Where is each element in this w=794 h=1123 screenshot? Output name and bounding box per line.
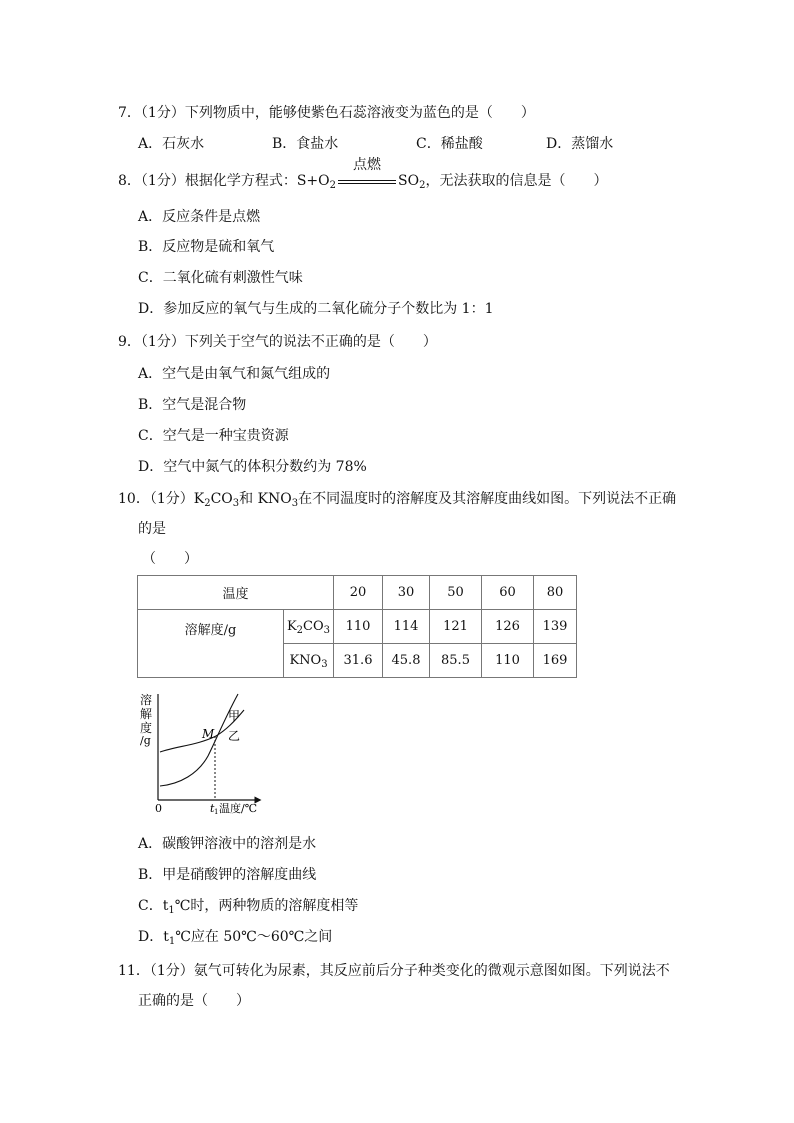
solubility-table (137, 575, 577, 678)
solubility-curve-graph (138, 690, 268, 815)
curve-label-jia: 甲 (228, 709, 241, 723)
value-cell: 114 (383, 610, 430, 644)
option-d-text: ℃应在 50℃～60℃之间 (175, 929, 333, 945)
q7-option-b: B．食盐水 (272, 136, 339, 152)
q7-option-c: C．稀盐酸 (416, 136, 483, 152)
q9-option-d: D．空气中氮气的体积分数约为 78% (138, 459, 367, 475)
q9-option-c: C．空气是一种宝贵资源 (138, 428, 289, 444)
temp-cell: 50 (430, 576, 482, 610)
t1-subscript: 1 (168, 905, 175, 916)
k2co3-sub-3: 3 (323, 625, 331, 636)
t1-subscript: 1 (214, 808, 219, 815)
q9-option-b: B．空气是混合物 (138, 397, 247, 413)
option-d-prefix: D．t (138, 929, 169, 945)
k2co3-sub-2: 2 (296, 625, 304, 636)
kno3-sub-3: 3 (291, 498, 299, 509)
q8-option-a: A．反应条件是点燃 (138, 209, 261, 225)
q10-stem (118, 490, 676, 508)
reaction-arrow (336, 157, 398, 190)
substance-k2co3 (284, 610, 334, 644)
kno3-kno: KNO (289, 653, 322, 668)
table-header-row (138, 576, 577, 610)
kno3-sub-3: 3 (321, 659, 328, 670)
q8-product: SO (398, 173, 420, 189)
q10-stem-line2: 的是 (138, 521, 166, 537)
q8-option-c: C．二氧化硫有刺激性气味 (138, 270, 303, 286)
k2co3-co: CO (303, 619, 324, 634)
option-c-prefix: C．t (138, 898, 169, 914)
y-label-char: /g (140, 734, 151, 747)
table-row (138, 610, 577, 644)
k2co3-sub-2: 2 (204, 498, 211, 509)
value-cell: 126 (482, 610, 534, 644)
value-cell: 169 (534, 644, 577, 678)
q9-stem: 9．（1分）下列关于空气的说法不正确的是（ ） (118, 334, 437, 350)
q10-answer-blank: （ ） (142, 551, 198, 567)
k2co3-sub-3: 3 (232, 498, 240, 509)
q8-option-b: B．反应物是硫和氧气 (138, 239, 275, 255)
temp-cell: 20 (334, 576, 383, 610)
q8-stem-end: ，无法获取的信息是（ ） (425, 173, 608, 189)
q10-stem-rest: 在不同温度时的溶解度及其溶解度曲线如图。下列说法不正确 (298, 491, 677, 507)
q10-stem-mid: 和 KNO (239, 491, 292, 507)
q8-option-d: D．参加反应的氧气与生成的二氧化硫分子个数比为 1：1 (138, 301, 494, 317)
solubility-row-label: 溶解度/g (138, 610, 284, 678)
y-label-char: 解 (140, 707, 153, 721)
substance-kno3 (284, 644, 334, 678)
q8-stem-start: 8．（1分）根据化学方程式：S+O (118, 173, 330, 189)
curve-label-yi: 乙 (228, 729, 241, 743)
curve-jia (160, 694, 241, 786)
k2co3-k: K (286, 619, 297, 634)
value-cell: 110 (334, 610, 383, 644)
value-cell: 45.8 (383, 644, 430, 678)
q10-option-c (138, 897, 358, 915)
point-m-label: M (202, 727, 215, 741)
temperature-header: 温度 (138, 576, 334, 610)
value-cell: 85.5 (430, 644, 482, 678)
temp-cell: 80 (534, 576, 577, 610)
so2-subscript: 2 (419, 180, 426, 191)
q11-stem-line2: 正确的是（ ） (138, 993, 250, 1009)
k2co3-co: CO (210, 491, 233, 507)
t1-label: t (210, 802, 215, 815)
reaction-condition: 点燃 (353, 157, 381, 173)
origin-label: 0 (155, 802, 162, 815)
value-cell: 121 (430, 610, 482, 644)
value-cell: 139 (534, 610, 577, 644)
q7-option-a: A．石灰水 (138, 136, 205, 152)
option-c-text: ℃时，两种物质的溶解度相等 (174, 898, 359, 914)
q7-option-d: D．蒸馏水 (546, 136, 614, 152)
q8-stem (118, 157, 608, 191)
o2-subscript: 2 (329, 180, 336, 191)
q7-stem: 7．（1分）下列物质中，能够使紫色石蕊溶液变为蓝色的是（ ） (118, 105, 535, 121)
value-cell: 31.6 (334, 644, 383, 678)
temp-cell: 30 (383, 576, 430, 610)
q10-option-b: B．甲是硝酸钾的溶解度曲线 (138, 867, 317, 883)
value-cell: 110 (482, 644, 534, 678)
q11-stem-line1: 11．（1分）氨气可转化为尿素，其反应前后分子种类变化的微观示意图如图。下列说法不 (118, 963, 670, 979)
y-label-char: 溶 (140, 693, 153, 707)
q9-option-a: A．空气是由氧气和氮气组成的 (138, 366, 331, 382)
x-axis-label: 温度/℃ (219, 802, 258, 815)
q10-option-d (138, 928, 332, 946)
q10-option-a: A．碳酸钾溶液中的溶剂是水 (138, 836, 317, 852)
temp-cell: 60 (482, 576, 534, 610)
t1-subscript: 1 (168, 936, 176, 947)
q10-stem-prefix: 10．（1分）K (118, 491, 205, 507)
y-label-char: 度 (140, 721, 153, 735)
